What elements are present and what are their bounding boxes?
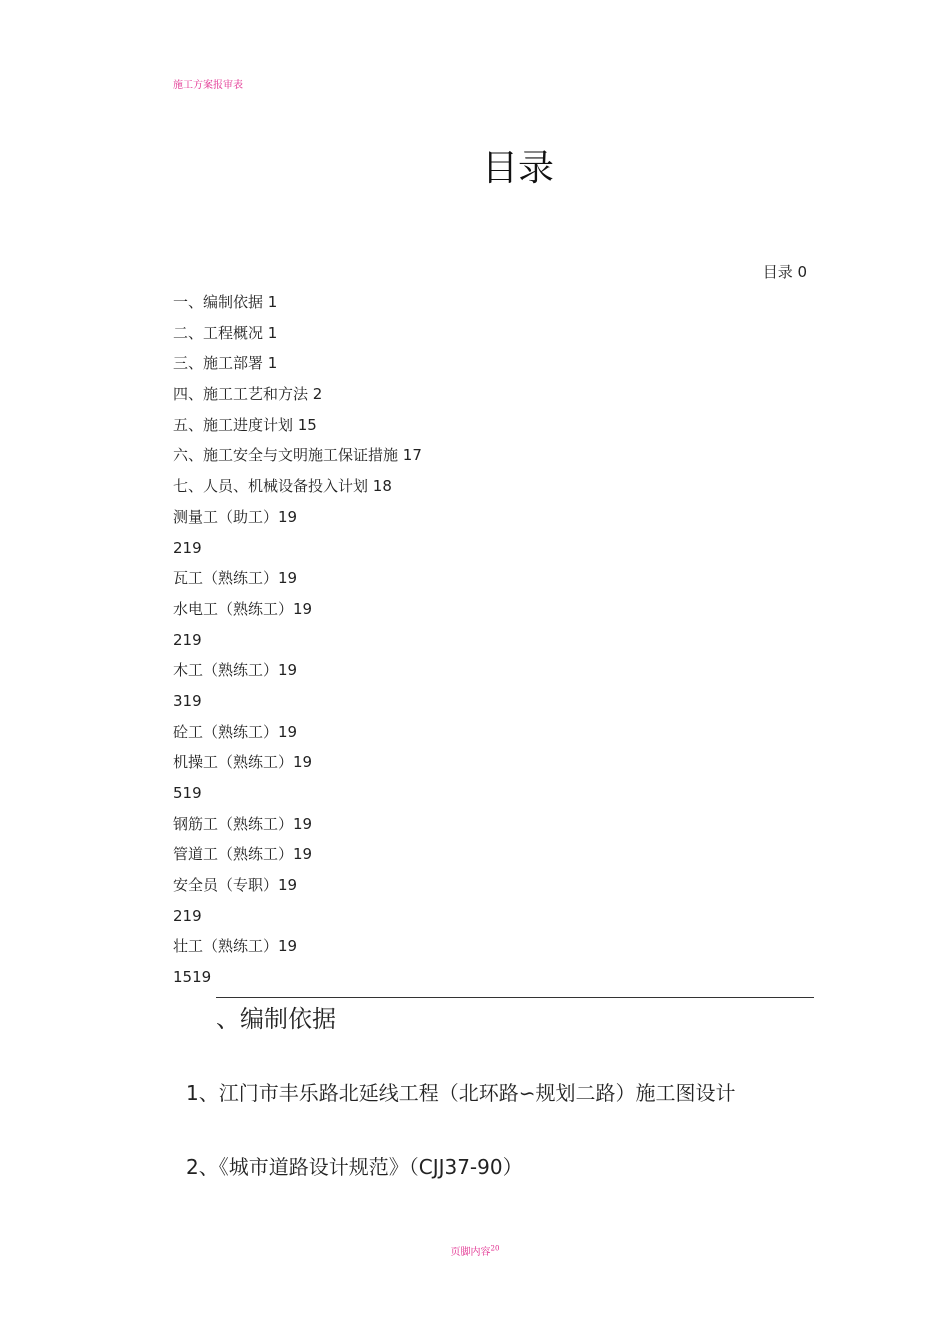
toc-entry[interactable]: 219 xyxy=(173,630,202,649)
section-heading: 、编制依据 xyxy=(216,1005,336,1033)
footer-text: 页脚内容 xyxy=(450,1247,491,1258)
toc-entry[interactable]: 木工（熟练工）19 xyxy=(173,661,298,680)
toc-entry[interactable]: 机操工（熟练工）19 xyxy=(173,753,313,772)
toc-entry[interactable]: 七、人员、机械设备投入计划 18 xyxy=(173,477,392,496)
toc-entry[interactable]: 219 xyxy=(173,906,202,925)
toc-entry[interactable]: 瓦工（熟练工）19 xyxy=(173,569,298,588)
toc-entry[interactable]: 四、施工工艺和方法 2 xyxy=(173,385,323,404)
toc-entry[interactable]: 测量工（助工）19 xyxy=(173,507,298,526)
page-header: 施工方案报审表 xyxy=(173,80,243,91)
toc-entry[interactable]: 319 xyxy=(173,691,202,710)
toc-entry[interactable]: 三、施工部署 1 xyxy=(173,354,278,373)
toc-entry[interactable]: 二、工程概况 1 xyxy=(173,323,278,342)
toc-entry[interactable]: 砼工（熟练工）19 xyxy=(173,722,298,741)
toc-entry[interactable]: 1519 xyxy=(173,968,212,987)
toc-entry[interactable]: 管道工（熟练工）19 xyxy=(173,845,313,864)
toc-entry[interactable]: 壮工（熟练工）19 xyxy=(173,937,298,956)
document-title: 目录 xyxy=(481,148,554,189)
basis-item: 1、江门市丰乐路北延线工程（北环路∽规划二路）施工图设计 xyxy=(186,1081,736,1105)
toc-entry[interactable]: 一、编制依据 1 xyxy=(173,293,278,311)
toc-entry[interactable]: 五、施工进度计划 15 xyxy=(173,415,317,434)
toc-entry[interactable]: 六、施工安全与文明施工保证措施 17 xyxy=(173,446,422,465)
toc-entry[interactable]: 519 xyxy=(173,784,202,802)
toc-entry-contents[interactable]: 目录 0 xyxy=(762,263,807,281)
page-footer xyxy=(0,1243,950,1258)
basis-item: 2、《城市道路设计规范》（CJJ37-90） xyxy=(186,1155,523,1179)
section-divider xyxy=(216,997,814,998)
toc-entry[interactable]: 安全员（专职）19 xyxy=(173,876,298,895)
toc-entry[interactable]: 水电工（熟练工）19 xyxy=(173,599,313,618)
toc-entry[interactable]: 219 xyxy=(173,538,202,557)
table-of-contents xyxy=(173,292,422,998)
page-number: 20 xyxy=(490,1244,500,1253)
toc-entry[interactable]: 钢筋工（熟练工）19 xyxy=(173,814,313,833)
